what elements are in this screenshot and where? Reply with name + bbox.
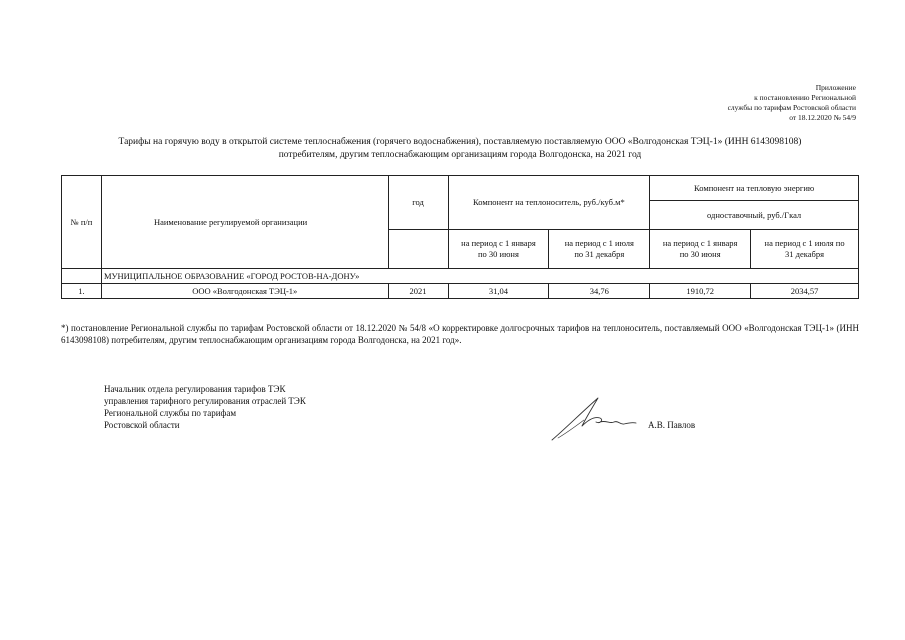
- header-carrier: Компонент на теплоноситель, руб./куб.м*: [448, 176, 650, 230]
- signer-line: Региональной службы по тарифам: [104, 408, 237, 418]
- appendix-line: от 18.12.2020 № 54/9: [789, 113, 856, 122]
- signer-name: А.В. Павлов: [648, 420, 696, 430]
- header-year: год: [388, 176, 448, 230]
- period-4-line-2: 31 декабря: [785, 249, 825, 259]
- header-period-1: [448, 230, 549, 269]
- appendix-line: Приложение: [815, 83, 856, 92]
- header-num: № п/п: [62, 176, 102, 269]
- period-3-line-2: по 30 июня: [679, 249, 721, 259]
- row-num: 1.: [62, 284, 102, 299]
- header-period-4: [751, 230, 859, 269]
- row-carrier-h1: 31,04: [448, 284, 549, 299]
- header-energy: Компонент на тепловую энергию: [650, 176, 859, 201]
- period-2-line-1: на период с 1 июля: [564, 238, 634, 248]
- row-org: ООО «Волгодонская ТЭЦ-1»: [101, 284, 388, 299]
- header-period-3: [650, 230, 751, 269]
- row-year: 2021: [388, 284, 448, 299]
- header-row-1: [62, 176, 859, 201]
- period-3-line-1: на период с 1 января: [662, 238, 738, 248]
- signer-line: управления тарифного регулирования отраслей ТЭК: [104, 396, 306, 406]
- header-period-2: [549, 230, 650, 269]
- title-line-2: потребителям, другим теплоснабжающим организациям города Волгодонска, на 2021 год: [278, 149, 642, 160]
- header-org-text: Наименование регулируемой организации: [153, 216, 308, 227]
- period-2-line-2: по 31 декабря: [574, 249, 625, 259]
- row-energy-h1: 1910,72: [650, 284, 751, 299]
- tariff-table: [61, 175, 859, 299]
- header-year-blank: [388, 230, 448, 269]
- footnote: *) постановление Региональной службы по тарифам Ростовской области от 18.12.2020 № 54/8 «О корректировке долгосрочных тарифов на теплоноситель, поставляемый ООО «Волгодонская ТЭЦ-1» (ИНН 6143098108) потребителям, другим теплоснабжающим организациям города Волгодонска, на 2021 год».: [61, 323, 859, 345]
- section-num-blank: [62, 269, 102, 284]
- row-carrier-h2: 34,76: [549, 284, 650, 299]
- appendix-header: [728, 83, 856, 123]
- section-row: [62, 269, 859, 284]
- table-row: [62, 284, 859, 299]
- signer-line: Ростовской области: [104, 420, 180, 430]
- period-1-line-2: по 30 июня: [477, 249, 519, 259]
- header-single-rate: одноставочный, руб./Гкал: [650, 201, 859, 230]
- signer-line: Начальник отдела регулирования тарифов ТЭК: [104, 384, 286, 394]
- signature-image: [548, 392, 638, 444]
- header-org: [101, 176, 388, 269]
- appendix-line: службы по тарифам Ростовской области: [727, 103, 856, 112]
- document-title: [60, 136, 860, 161]
- section-title: МУНИЦИПАЛЬНОЕ ОБРАЗОВАНИЕ «ГОРОД РОСТОВ-НА-ДОНУ»: [101, 269, 858, 284]
- signer-block: [104, 383, 306, 431]
- row-energy-h2: 2034,57: [751, 284, 859, 299]
- appendix-line: к постановлению Региональной: [754, 93, 856, 102]
- title-line-1: Тарифы на горячую воду в открытой системе теплоснабжения (горячего водоснабжения), поставляемую поставляемую ООО «Волгодонская ТЭЦ-1» (ИНН 6143098108): [118, 137, 802, 147]
- period-1-line-1: на период с 1 января: [461, 238, 536, 248]
- period-4-line-1: на период с 1 июля по: [764, 238, 845, 248]
